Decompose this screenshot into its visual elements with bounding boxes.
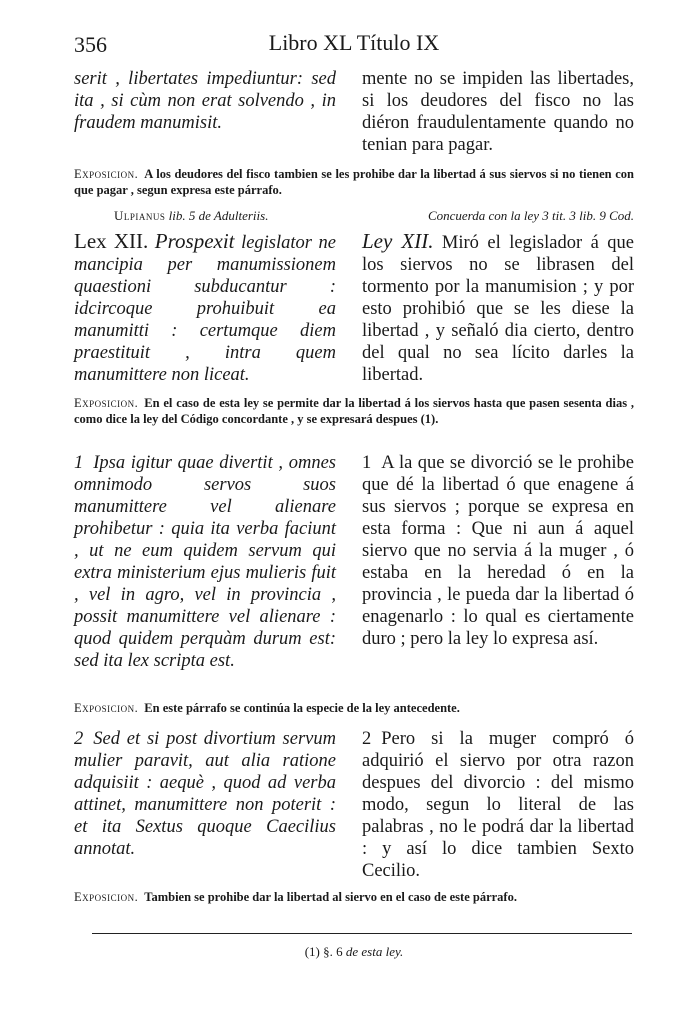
source-line [74, 207, 634, 225]
concordance-ley: ley [523, 208, 540, 223]
law-spanish [362, 230, 634, 386]
source-concordance [428, 207, 634, 225]
exposicion-1 [74, 166, 634, 198]
page-header [74, 30, 634, 62]
footnote [74, 944, 634, 960]
footnote-text: de esta ley. [345, 944, 404, 959]
exposicion-label: Exposicion. [74, 396, 139, 410]
source-author-line [74, 207, 268, 225]
para-2-latin [74, 728, 336, 882]
source-author: Ulpianus [114, 208, 166, 223]
exposicion-label: Exposicion. [74, 701, 139, 715]
concordance-ref: 3 tit. 3 lib. 9 Cod. [539, 208, 634, 223]
lex-label: Lex XII. [74, 229, 149, 253]
para-1-latin-text: Ipsa igitur quae divertit , omnes omnimodo servos suos manumittere vel alienare prohibetur : quia ita verba faciunt , ut ne eum quidem servum qui extra ministerium ejus mulieris fuit , vel in agro, vel in provincia , possit manumittere vel alienare : quod quidem perquàm durum est: sed ita lex scripta est. [74, 453, 336, 671]
footnote-mark: (1) §. 6 [304, 944, 346, 959]
ley-label: Ley XII. [362, 229, 434, 253]
para-2-number-latin: 2 [74, 729, 84, 749]
para-1-latin [74, 452, 336, 672]
para-1-columns [74, 452, 634, 672]
exposicion-text: En el caso de esta ley se permite dar la libertad á los siervos hasta que pasen sesenta dias , como dice la ley del Código concordante , y se expresará despues (1). [74, 396, 634, 426]
law-latin-text: legislator ne mancipia per manumissionem quaestioni subducantur : idcircoque prohuibuit ea manumitti : certumque diem praestituit , intra quem manumittere non liceat. [74, 233, 336, 385]
footnote-divider [92, 933, 632, 934]
law-columns [74, 230, 634, 386]
exposicion-label: Exposicion. [74, 890, 139, 904]
exposicion-2 [74, 395, 634, 427]
source-work: lib. 5 de Adulteriis. [168, 208, 269, 223]
para-1-spanish-text: A la que se divorció se le prohibe que dé la libertad ó que enagene á sus siervos ; porque se expresa en esta forma : Que ni aun á aquel siervo que no servia á la muger , ó estaba en la heredad ó en la provincia , le pueda dar la libertad ó enagenarlo : lo qual es ciertamente duro ; pero la ley lo expresa así. [362, 453, 634, 649]
exposicion-text: A los deudores del fisco tambien se les prohibe dar la libertad á sus siervos si no tienen con que pagar , segun expresa este párrafo. [74, 167, 634, 197]
para-2-number-spanish: 2 [362, 729, 372, 749]
law-spanish-text: Miró el legislador á que los siervos no se librasen del tormento por la manumision ; y por esto prohibió que se les diese la libertad , y señaló dia cierto, dentro del qual no sea lícito darles la libertad. [362, 233, 634, 385]
exposicion-3 [74, 700, 634, 716]
page-number: 356 [74, 32, 107, 57]
intro-spanish: mente no se impiden las libertades, si los deudores del fisco no las diéron fraudulentamente quando no tenian para pagar. [362, 69, 634, 155]
exposicion-label: Exposicion. [74, 167, 139, 181]
running-title: Libro XL Título IX [268, 30, 440, 55]
law-latin [74, 230, 336, 386]
para-1-number-spanish: 1 [362, 453, 372, 473]
para-2-spanish-text: Pero si la muger compró ó adquirió el siervo por otra razon despues del divorcio : del mismo modo, segun lo literal de las palabras , no le podrá dar la libertad : y así lo dice tambien Sexto Cecilio. [362, 729, 634, 881]
intro-columns [74, 68, 634, 156]
concordance-prefix: Concuerda con la [427, 208, 524, 223]
exposicion-text: En este párrafo se continúa la especie de la ley antecedente. [144, 701, 460, 715]
exposicion-4 [74, 889, 634, 905]
para-1-spanish [362, 452, 634, 672]
law-latin-lead: Prospexit [154, 229, 235, 253]
exposicion-text: Tambien se prohibe dar la libertad al siervo en el caso de este párrafo. [144, 890, 517, 904]
para-2-columns [74, 728, 634, 882]
para-2-spanish [362, 728, 634, 882]
para-1-number-latin: 1 [74, 453, 84, 473]
intro-latin: serit , libertates impediuntur: sed ita , si cùm non erat solvendo , in fraudem manumisit. [74, 69, 336, 133]
para-2-latin-text: Sed et si post divortium servum mulier paravit, aut alia ratione adquisiit : aequè , quod ad verba attinet, manumittere non poterit : et ita Sextus quoque Caecilius annotat. [74, 729, 336, 859]
